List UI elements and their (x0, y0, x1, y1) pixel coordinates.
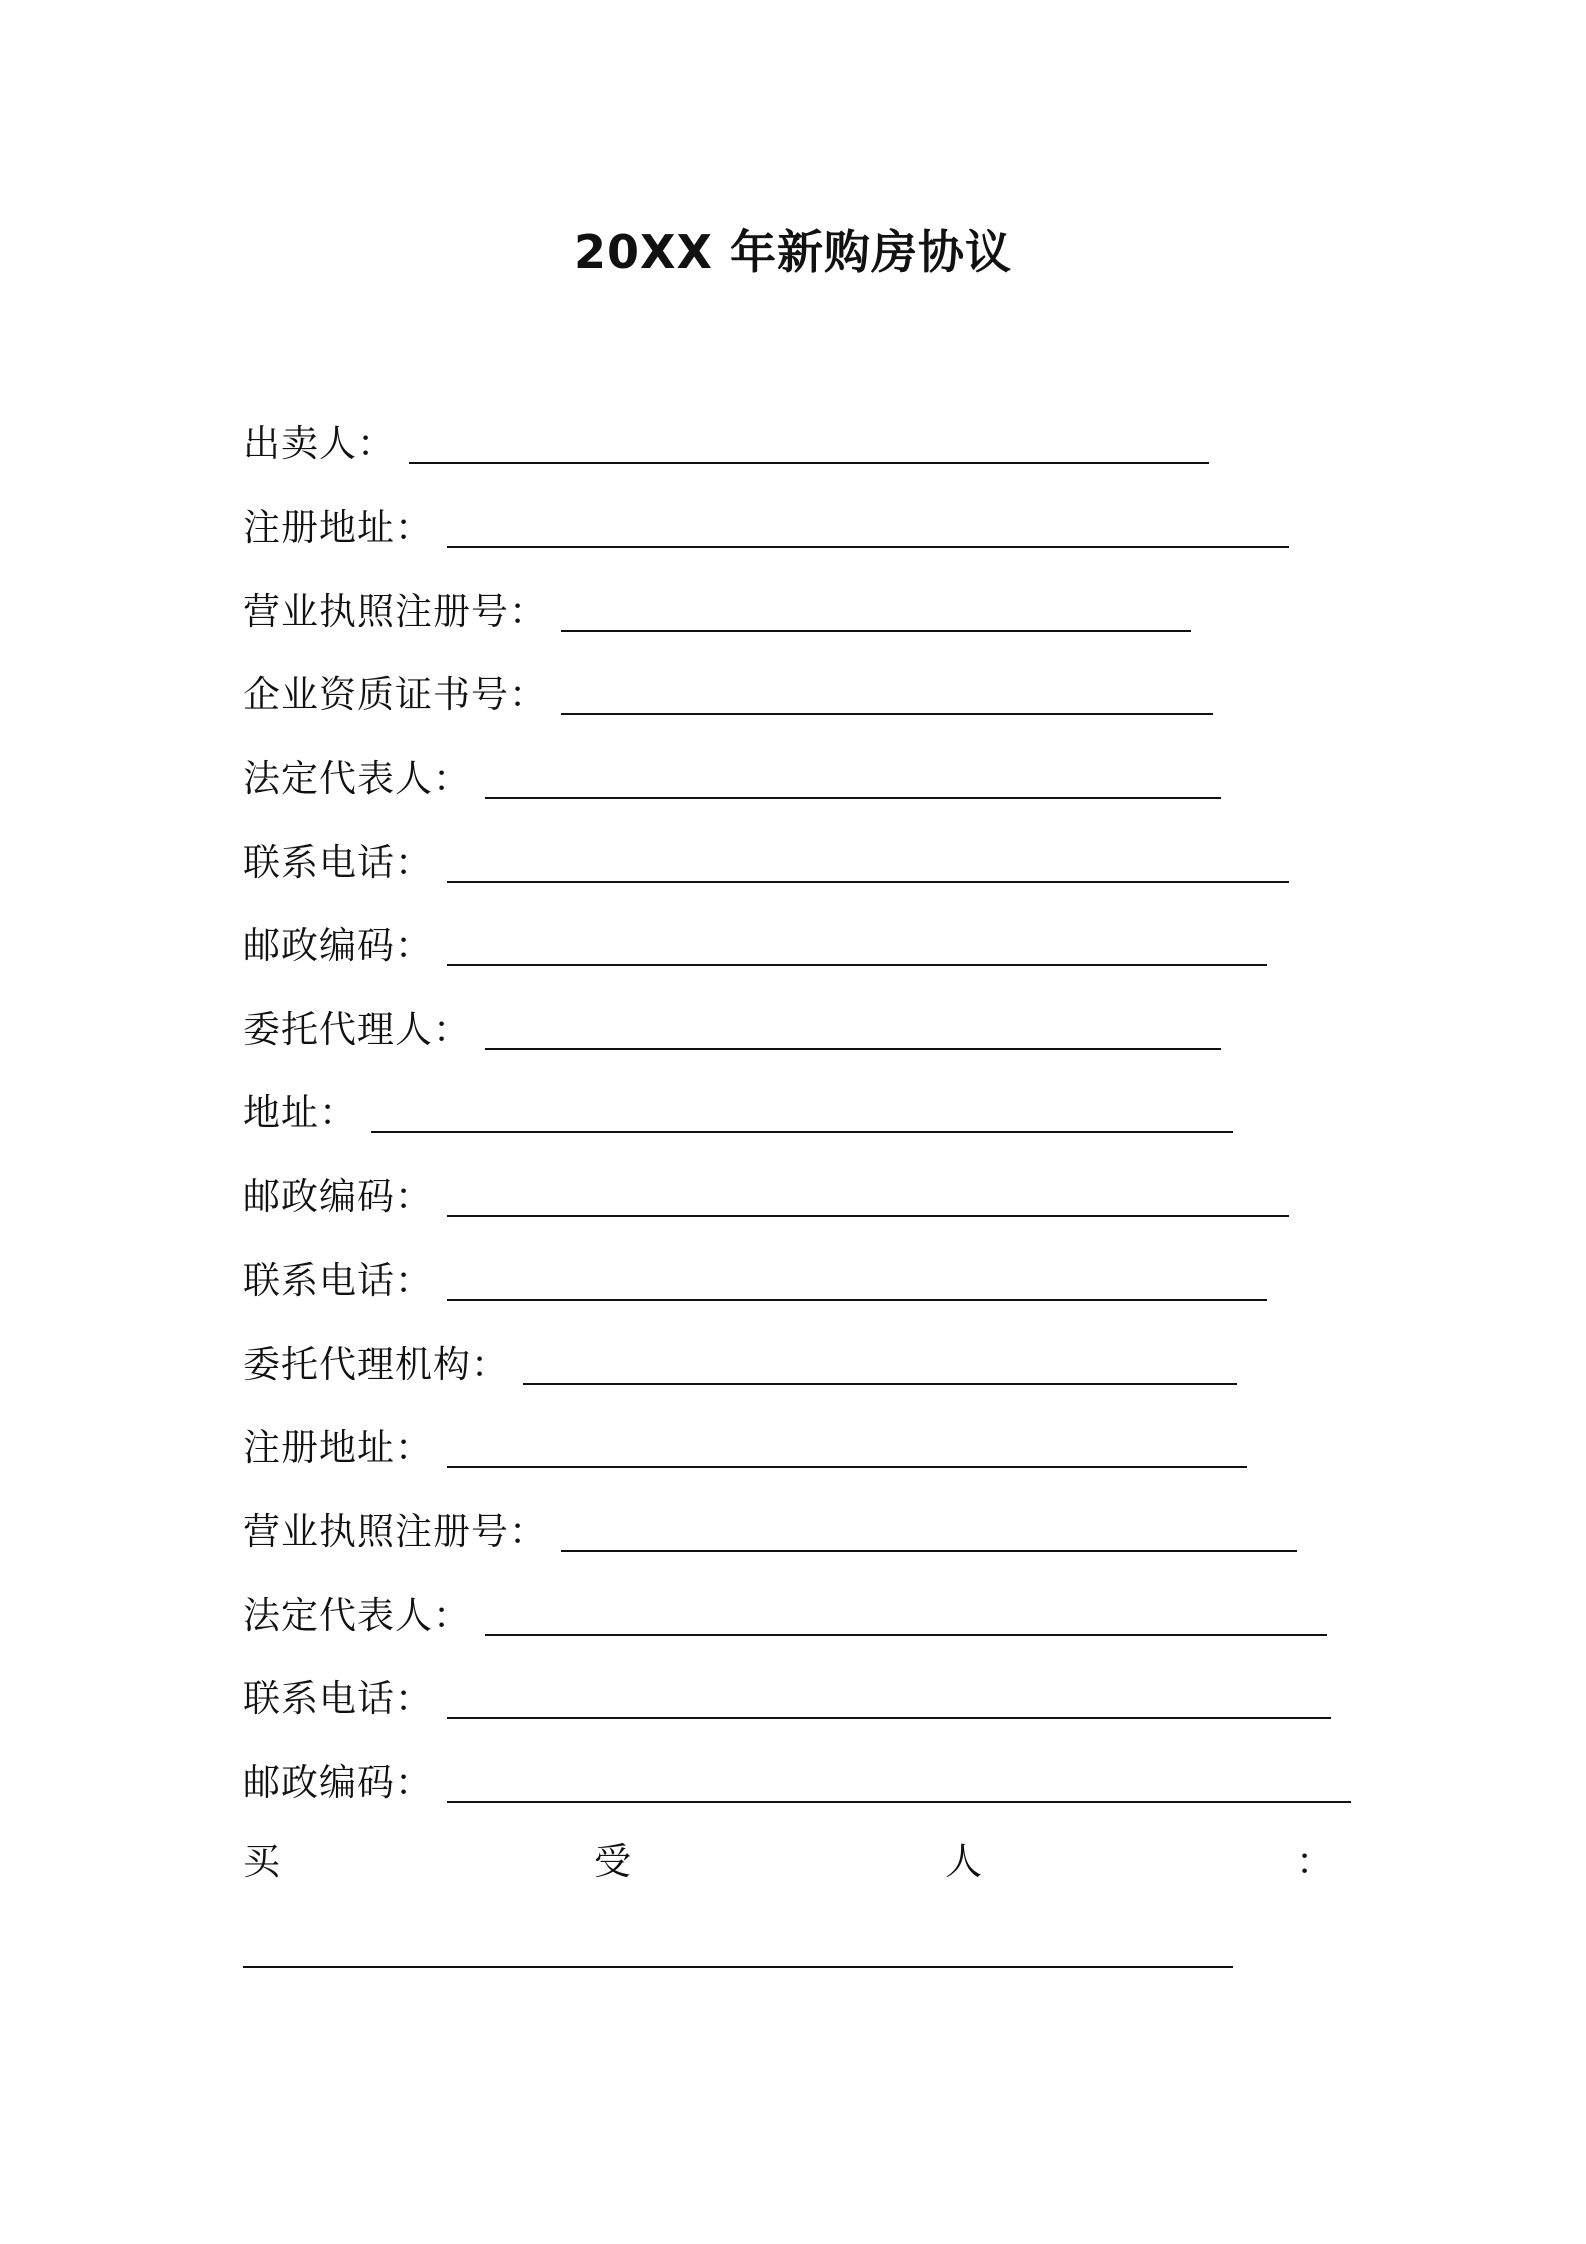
field-label: 邮政编码： (243, 1175, 433, 1218)
fill-in-line[interactable] (447, 1466, 1247, 1468)
document-title: 20XX 年新购房协议 (574, 225, 1012, 279)
fill-in-line[interactable] (447, 1717, 1331, 1719)
fill-in-line[interactable] (447, 546, 1289, 548)
fill-in-line[interactable] (561, 713, 1213, 715)
fill-in-line[interactable] (447, 1215, 1289, 1217)
fill-in-line[interactable] (447, 881, 1289, 883)
field-registered-address-2 (243, 1416, 1247, 1472)
field-label: 邮政编码： (243, 924, 433, 967)
field-label: 出卖人： (243, 422, 395, 465)
field-label: 注册地址： (243, 1426, 433, 1469)
field-postal-code-2 (243, 1165, 1289, 1221)
field-label: 法定代表人： (243, 1594, 471, 1637)
fill-in-line[interactable] (371, 1131, 1233, 1133)
field-label: 企业资质证书号： (243, 673, 547, 716)
fill-in-line[interactable] (447, 1299, 1267, 1301)
fill-in-line[interactable] (561, 630, 1191, 632)
field-business-license-no (243, 580, 1191, 636)
field-label: 委托代理人： (243, 1008, 471, 1051)
field-phone-2 (243, 1249, 1267, 1305)
field-label: 营业执照注册号： (243, 1510, 547, 1553)
field-legal-representative-2 (243, 1584, 1327, 1640)
fill-in-line[interactable] (523, 1383, 1237, 1385)
fill-in-line[interactable] (485, 1634, 1327, 1636)
field-label: 注册地址： (243, 506, 433, 549)
fill-in-line[interactable] (561, 1550, 1297, 1552)
field-label: 地址： (243, 1091, 357, 1134)
field-agent (243, 998, 1221, 1054)
buyer-label (243, 1838, 1333, 1894)
field-label: 联系电话： (243, 1259, 433, 1302)
buyer-char: 受 (594, 1840, 631, 1883)
field-postal-code (243, 914, 1267, 970)
field-seller (243, 412, 1209, 468)
buyer-char: 买 (243, 1840, 280, 1883)
fill-in-line[interactable] (485, 1048, 1221, 1050)
field-label: 邮政编码： (243, 1761, 433, 1804)
fill-in-line[interactable] (447, 1801, 1351, 1803)
field-postal-code-3 (243, 1751, 1351, 1807)
field-phone-3 (243, 1667, 1331, 1723)
buyer-fill-in-line[interactable] (243, 1966, 1233, 1968)
field-phone (243, 831, 1289, 887)
field-business-license-no-2 (243, 1500, 1297, 1556)
field-label: 委托代理机构： (243, 1343, 509, 1386)
fill-in-line[interactable] (485, 797, 1221, 799)
field-registered-address (243, 496, 1289, 552)
buyer-char: 人 (945, 1840, 982, 1883)
field-label: 联系电话： (243, 841, 433, 884)
field-legal-representative (243, 747, 1221, 803)
field-label: 法定代表人： (243, 757, 471, 800)
field-agency (243, 1333, 1237, 1389)
field-label: 联系电话： (243, 1677, 433, 1720)
field-address (243, 1081, 1233, 1137)
fill-in-line[interactable] (447, 964, 1267, 966)
buyer-char: ： (1296, 1840, 1333, 1883)
field-label: 营业执照注册号： (243, 590, 547, 633)
fill-in-line[interactable] (409, 462, 1209, 464)
field-qualification-cert-no (243, 663, 1213, 719)
